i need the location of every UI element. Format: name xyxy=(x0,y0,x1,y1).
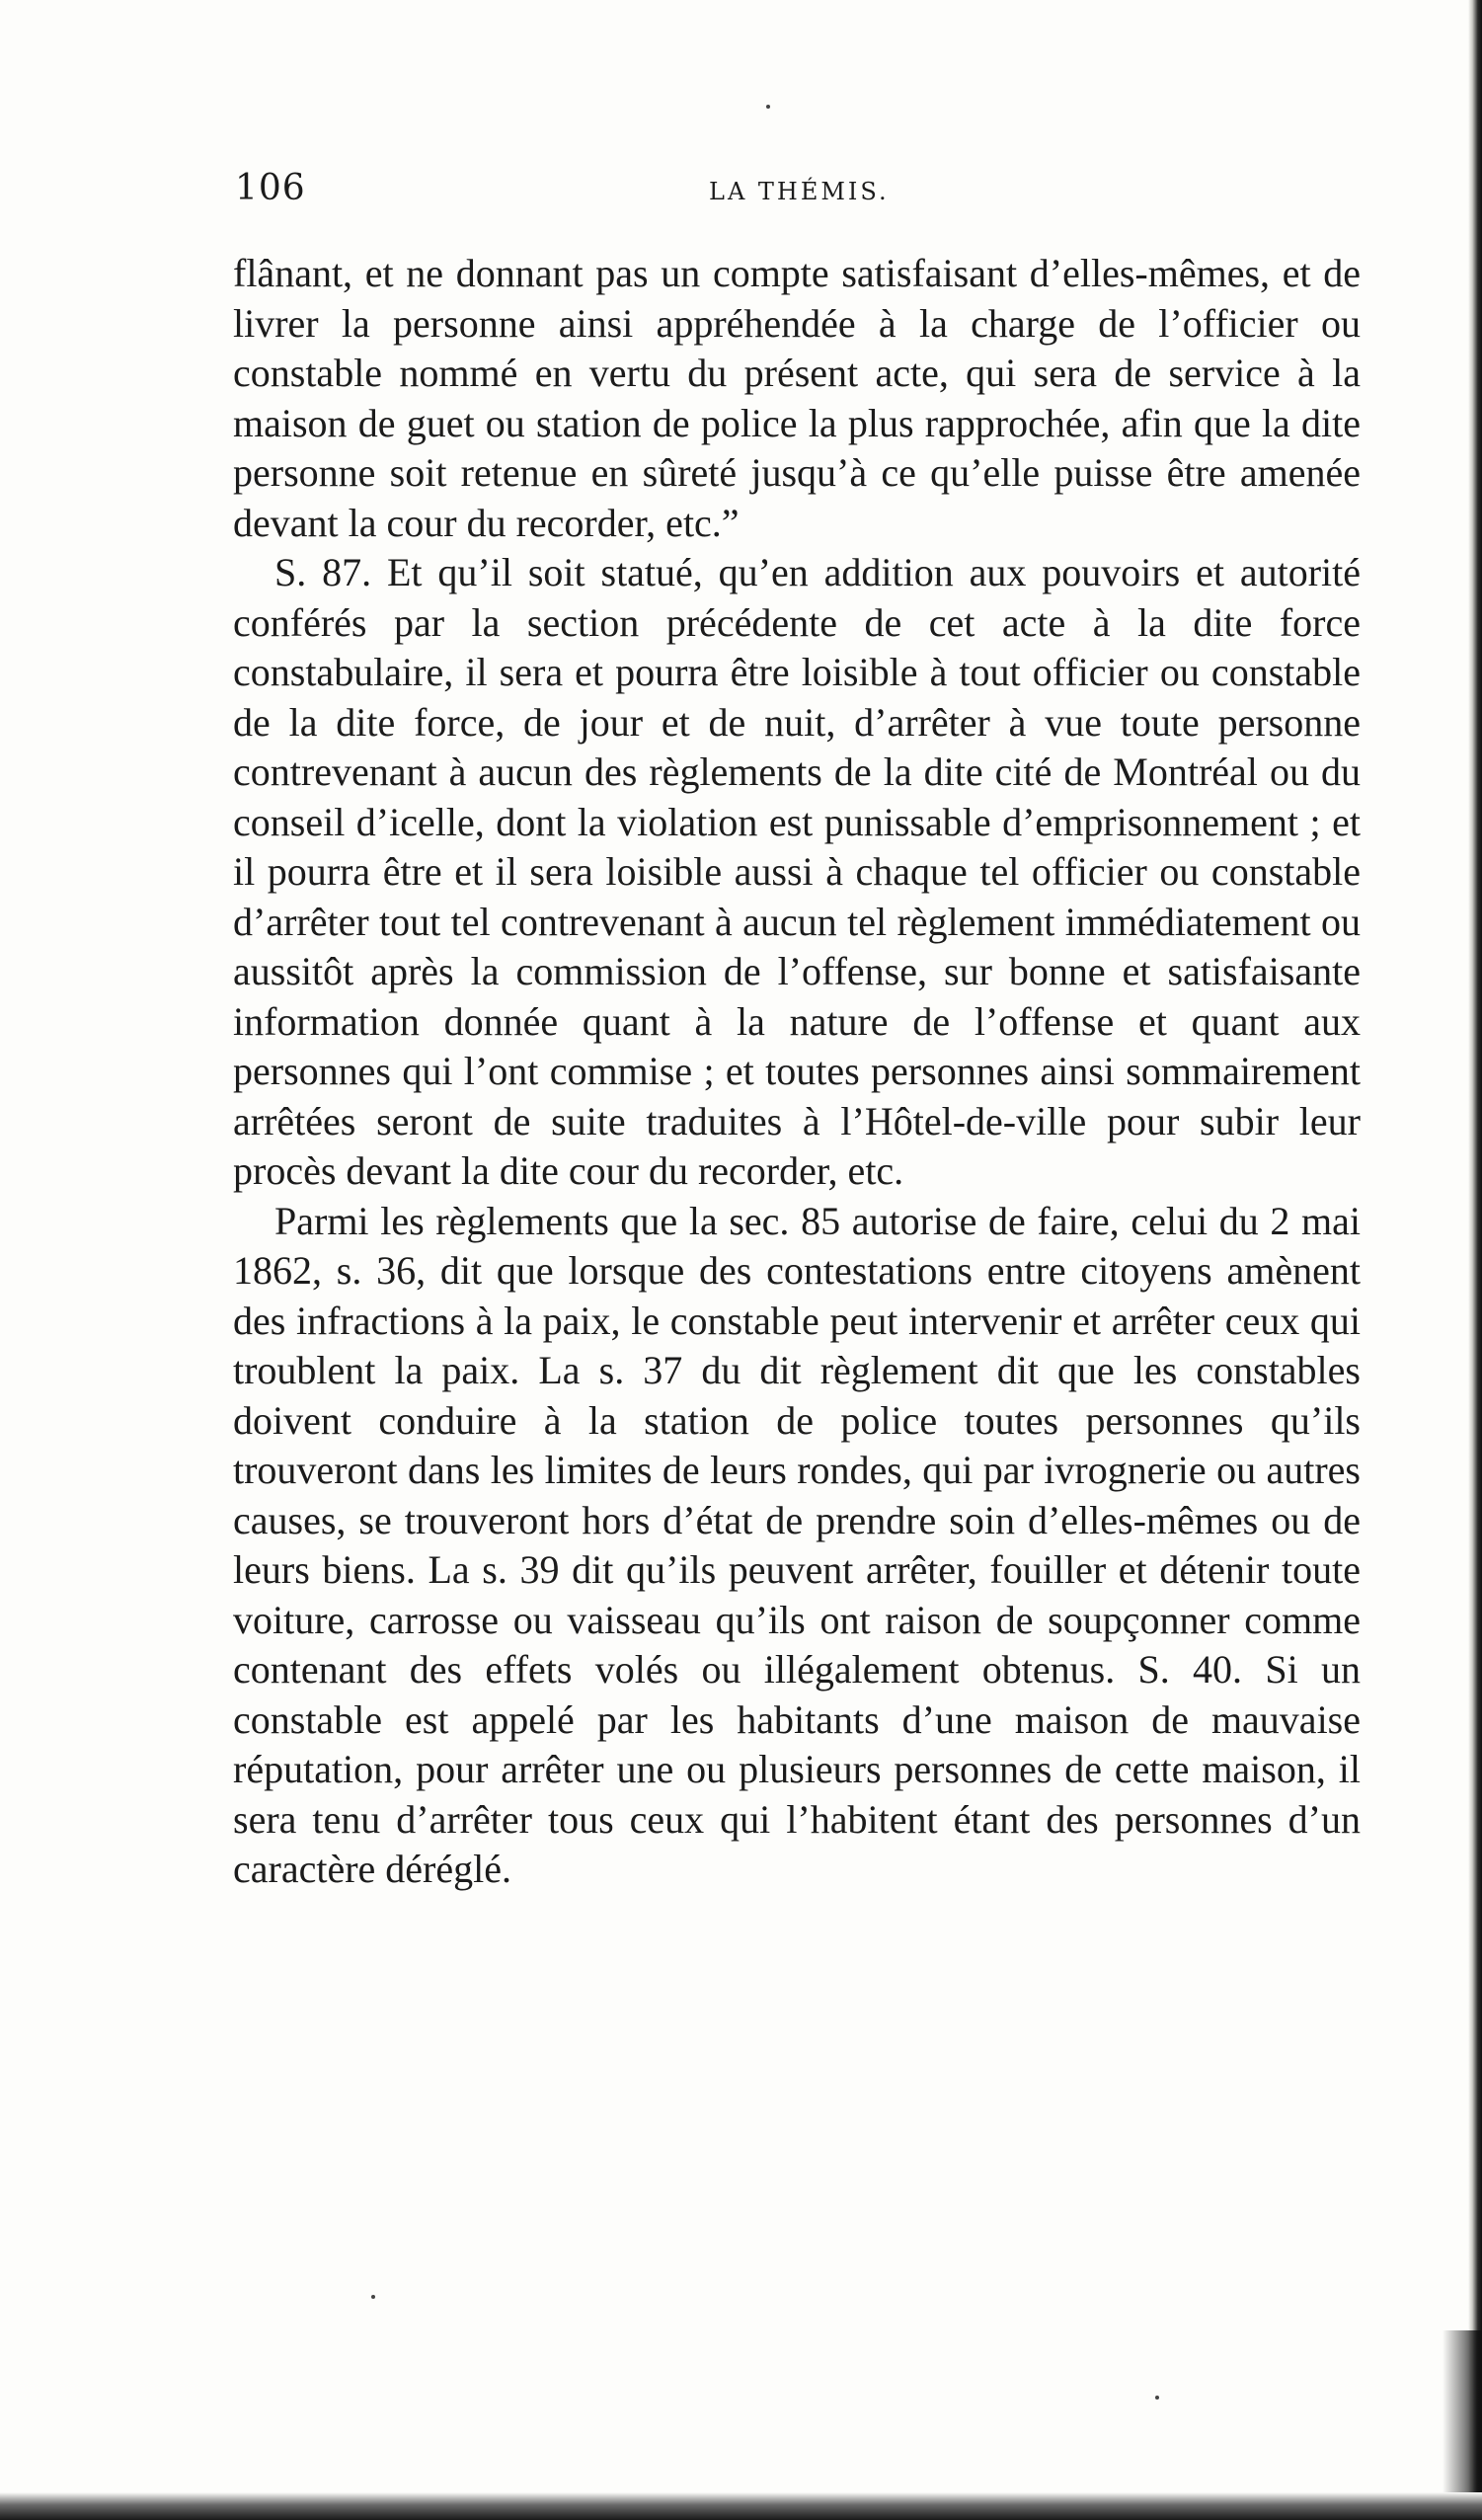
speck-mark xyxy=(1155,2396,1159,2400)
speck-mark xyxy=(766,105,770,109)
speck-mark xyxy=(371,2295,375,2299)
page-header xyxy=(235,166,1356,215)
running-title: LA THÉMIS. xyxy=(709,178,890,205)
paragraph-reglements: Parmi les règlements que la sec. 85 autorise de faire, celui du 2 mai 1862, s. 36, dit que lorsque des contestations entre citoyens amènent des infractions à la paix, le constable peut intervenir et arrêter ceux qui troublent la paix. La s. 37 du dit règlement dit que les constables doivent conduire à la station de police toutes personnes qu’ils trouveront dans les limites de leurs rondes, qui par ivrognerie ou autres causes, se trouveront hors d’état de prendre soin d’elles-mêmes ou de leurs biens. La s. 39 dit qu’ils peuvent arrêter, fouiller et détenir toute voiture, carrosse ou vaisseau qu’ils ont raison de soupçonner comme contenant des effets volés ou illégalement obtenus. S. 40. Si un constable est appelé par les habitants d’une maison de mauvaise réputation, pour arrêter une ou plusieurs personnes de cette maison, il sera tenu d’arrêter tous ceux qui l’habitent étant des personnes d’un caractère déréglé. xyxy=(233,1198,1361,1891)
page-number: 106 xyxy=(235,168,306,208)
body-text xyxy=(233,249,1361,1895)
page-spine-shadow xyxy=(1468,0,1482,2520)
page-bottom-edge xyxy=(0,2492,1482,2520)
paragraph-section-87: S. 87. Et qu’il soit statué, qu’en addition aux pouvoirs et autorité conférés par la section précédente de cet acte à la dite force constabulaire, il sera et pourra être loisible à tout officier ou constable de la dite force, de jour et de nuit, d’arrêter à vue toute personne contrevenant à aucun des règlements de la dite cité de Montréal ou du conseil d’icelle, dont la violation est punissable d’emprisonnement ; et il pourra être et il sera loisible aussi à chaque tel officier ou constable d’arrêter tout tel contrevenant à aucun tel règlement immédiatement ou aussitôt après la commission de l’offense, sur bonne et satisfaisante information donnée quant à la nature de l’offense et quant aux personnes qui l’ont commise ; et toutes personnes ainsi sommairement arrêtées seront de suite traduites à l’Hôtel-de-ville pour subir leur procès devant la dite cour du recorder, etc. xyxy=(233,550,1361,1193)
paragraph-continuation: flânant, et ne donnant pas un compte satisfaisant d’elles-mêmes, et de livrer la personne ainsi appréhendée à la charge de l’officier ou constable nommé en vertu du présent acte, qui sera de service à la maison de guet ou station de police la plus rapprochée, afin que la dite personne soit retenue en sûreté jusqu’à ce qu’elle puisse être amenée devant la cour du recorder, etc.” xyxy=(233,251,1361,545)
